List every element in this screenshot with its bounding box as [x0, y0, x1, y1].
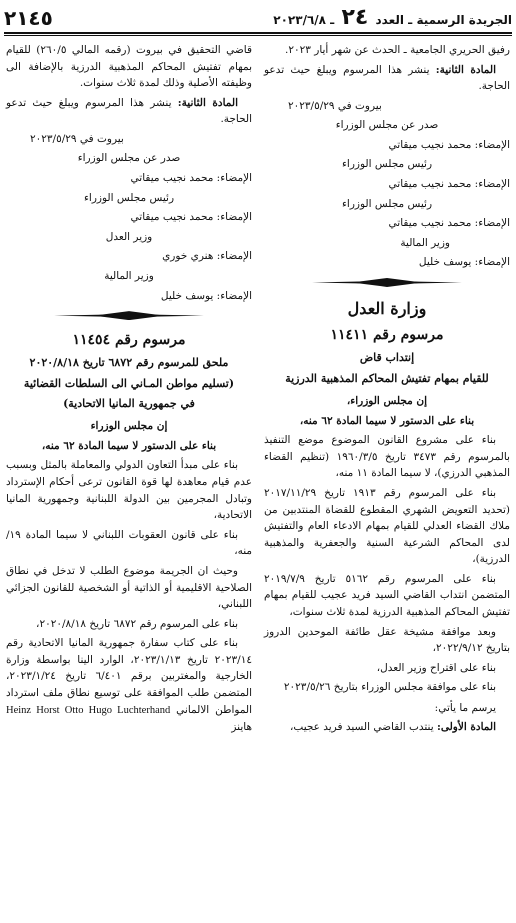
place-date: بيروت في ٢٠٢٣/٥/٢٩ — [288, 99, 382, 112]
decree-number: مرسوم رقم ١١٤٥٤ — [72, 332, 186, 349]
preamble-heading: إن مجلس الوزراء، — [346, 395, 428, 408]
article-text: ينتدب القاضي السيد فريد عجيب، — [290, 721, 437, 734]
annex-subtitle: في جمهورية المانيا الاتحادية) — [63, 396, 195, 410]
continuation-text: قاضي التحقيق في بيروت (رقمه المالي ٢٦٠/٥) للقيام بمهام تفتيش المحاكم المذهبية الدرزية بالإضافة الى وظيفته الأصلية وذلك لمدة ثلاث سنوات. — [6, 44, 252, 90]
signature: الإمضاء: محمد نجيب ميقاتي — [388, 138, 510, 151]
constitution-basis: بناء على الدستور لا سيما المادة ٦٢ منه، — [41, 439, 217, 452]
legal-basis: بناء على المرسوم رقم ٦٨٧٢ تاريخ ٢٠٢٠/٨/١٨، — [36, 617, 238, 630]
signature: الإمضاء: يوسف خليل — [418, 256, 510, 269]
signature: الإمضاء: محمد نجيب ميقاتي — [388, 217, 510, 230]
section-divider — [54, 311, 204, 320]
ministry-heading: وزارة العدل — [347, 298, 427, 318]
legal-basis: وحيث ان الجريمة موضوع الطلب لا تدخل في نطاق الصلاحية الاقليمية أو الذاتية أو الشخصية للقانون الجزائي اللبناني، — [6, 564, 252, 611]
decree-purpose: للقيام بمهام تفتيش المحاكم المذهبية الدرزية — [285, 371, 489, 385]
issued-by: صدر عن مجلس الوزراء — [335, 119, 439, 132]
issued-by: صدر عن مجلس الوزراء — [77, 152, 181, 165]
signature: الإمضاء: محمد نجيب ميقاتي — [130, 211, 252, 224]
signature: الإمضاء: هنري خوري — [162, 250, 252, 263]
gazette-title — [273, 5, 512, 30]
legal-basis: بناء على مشروع القانون الموضوع موضع التنفيذ بالمرسوم رقم ٣٤٧٣ تاريخ ١٩٦٠/٣/٥ (تنظيم القضاء المذهبي الدرزي)، لا سيما المادة ١١ منه، — [264, 434, 510, 480]
legal-basis-text: بناء على كتاب سفارة جمهورية المانيا الاتحادية رقم ٢٠٢٣/١٤ تاريخ ٢٠٢٣/١/١٣، الوارد الينا بواسطة وزارة الخارجية والمغتربين برقم ٦/٤٠١ تاريخ ٢٠٢٣/١/٢٤، المتضمن طلب الموافقة على توسيع نطاق ملف استرداد المواطن الالماني — [6, 637, 253, 716]
article-label: المادة الثانية: — [177, 96, 238, 109]
signature: الإمضاء: يوسف خليل — [160, 289, 252, 302]
legal-basis: بناء على مبدأ التعاون الدولي والمعاملة بالمثل وبسبب عدم قيام معاهدة لها قوة القانون ترعى أحكام الإسترداد وتبادل المجرمين بين الدولة اللبنانية وجمهورية المانيا الاتحادية، — [6, 459, 252, 522]
legal-basis: بناء على قانون العقوبات اللبناني لا سيما المادة ١٩/ منه، — [6, 528, 252, 558]
signature: الإمضاء: محمد نجيب ميقاتي — [130, 172, 252, 185]
decree-number: مرسوم رقم ١١٤١١ — [330, 327, 444, 344]
left-column — [6, 42, 252, 739]
signatory-title: وزير العدل — [105, 230, 153, 243]
annex-title: ملحق للمرسوم رقم ٦٨٧٢ تاريخ ٢٠٢٠/٨/١٨ — [29, 356, 229, 370]
issue-date: ـ ٢٠٢٣/٦/٨ — [273, 13, 335, 27]
person-name-arabic: هاينز — [231, 721, 252, 734]
legal-basis — [6, 635, 252, 735]
article-text: ينشر هذا المرسوم ويبلغ حيث تدعو الحاجة. — [6, 96, 252, 126]
decree-subject: إنتداب قاض — [359, 351, 415, 365]
legal-basis: بناء على المرسوم رقم ١٩١٣ تاريخ ٢٠١٧/١١/٢٩ (تحديد التعويض الشهري المقطوع للقضاة المنتدبين من ملاك القضاء العدلي للقيام بمهام الادعاء العام والتفتيش لدى المحاكم الشرعية السنية والجعفرية والمذهبية الدرزية)، — [264, 486, 510, 566]
decrees-statement: يرسم ما يأتي: — [434, 701, 496, 714]
article-two — [264, 62, 510, 95]
signatory-title: وزير المالية — [400, 236, 450, 249]
legal-basis: بناء على المرسوم رقم ٥١٦٢ تاريخ ٢٠١٩/٧/٩ المتضمن انتداب القاضي السيد فريد عجيب للقيام بمهام تفتيش المحاكم المذهبية الدرزية لمدة ثلاث سنوات، — [264, 572, 510, 618]
signatory-title: وزير المالية — [104, 269, 154, 282]
page-number: ٢١٤٥ — [4, 6, 53, 30]
legal-basis: وبعد موافقة مشيخة عقل طائفة الموحدين الدروز بتاريخ ٢٠٢٢/٩/١٢، — [264, 625, 510, 655]
header-rule — [4, 32, 512, 36]
right-column — [264, 42, 510, 739]
signatory-title: رئيس مجلس الوزراء — [83, 191, 175, 204]
signature: الإمضاء: محمد نجيب ميقاتي — [388, 178, 510, 191]
legal-basis: بناء على اقتراح وزير العدل، — [376, 661, 496, 674]
annex-subtitle: (تسليم مواطن المـاني الى السلطات القضائية — [23, 376, 235, 390]
page-header — [4, 4, 512, 30]
person-name-latin: Heinz Horst Otto Hugo Luchterhand — [6, 704, 171, 716]
preamble-heading: إن مجلس الوزراء — [90, 420, 168, 433]
signatory-title: رئيس مجلس الوزراء — [341, 158, 433, 171]
gazette-title-prefix: الجريدة الرسمية ـ العدد — [375, 13, 512, 27]
constitution-basis: بناء على الدستور لا سيما المادة ٦٢ منه، — [299, 414, 475, 427]
signatory-title: رئيس مجلس الوزراء — [341, 197, 433, 210]
article-label: المادة الأولى: — [436, 721, 496, 734]
article-one — [264, 719, 510, 736]
issue-number: ٢٤ — [341, 5, 369, 30]
section-divider — [312, 278, 462, 287]
legal-basis: بناء على موافقة مجلس الوزراء بتاريخ ٢٠٢٣/٥/٢٦ — [283, 681, 496, 694]
place-date: بيروت في ٢٠٢٣/٥/٢٩ — [30, 132, 124, 145]
continuation-text: رفيق الحريري الجامعية ـ الحدث عن شهر أيار ٢٠٢٣. — [285, 44, 510, 56]
article-text: ينشر هذا المرسوم ويبلغ حيث تدعو الحاجة. — [264, 63, 510, 93]
article-label: المادة الثانية: — [435, 63, 496, 76]
article-two — [6, 95, 252, 128]
